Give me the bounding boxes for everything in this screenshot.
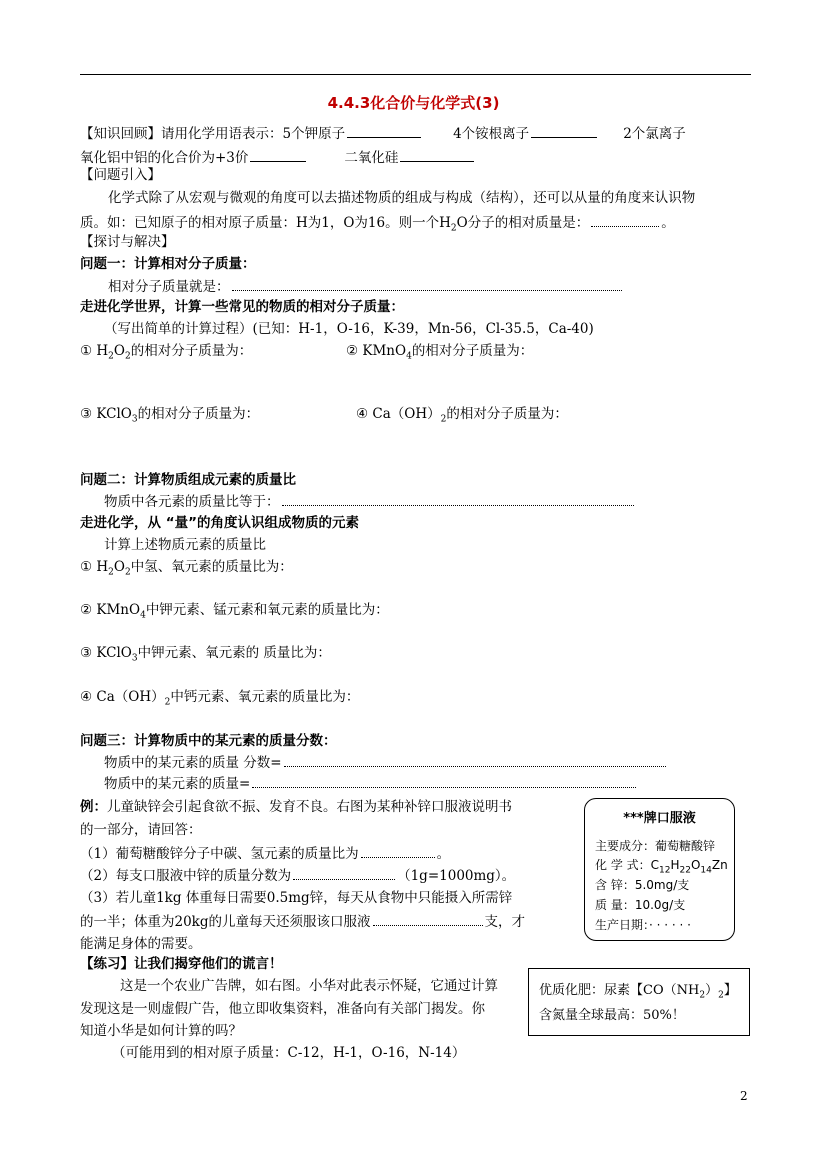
q1-text: 的相对分子质量为： — [130, 343, 253, 359]
label-box-row: 质 量：10.0g/支 — [595, 898, 686, 912]
q1-text: ② KMnO — [346, 343, 407, 359]
q3-line-2 — [104, 774, 638, 793]
q2-text: ② KMnO — [80, 602, 141, 618]
q2-text: O — [113, 559, 125, 575]
q1-line-1 — [108, 277, 624, 296]
answer-blank[interactable] — [284, 753, 666, 767]
example-answer-3b — [80, 912, 525, 931]
label-box-row: 含 锌：5.0mg/支 — [595, 878, 690, 892]
answer-blank[interactable] — [282, 492, 634, 506]
q2-line-1 — [104, 492, 636, 511]
review-text-2: 4个铵根离子 — [453, 126, 530, 142]
subscript: 2 — [164, 697, 171, 708]
q1-text: ④ Ca（OH） — [356, 406, 441, 422]
example-label: 例： — [80, 799, 107, 815]
q1-text: 的相对分子质量为： — [446, 406, 568, 422]
label-box-title: ***牌口服液 — [623, 811, 696, 826]
q2-item-2 — [80, 601, 389, 625]
practice-paragraph-2: 发现这是一则虚假广告，他立即收集资料，准备向有关部门揭发。你 — [80, 1001, 485, 1017]
review-label: 【知识回顾】 — [80, 126, 161, 142]
q2-text: 中钙元素、氧元素的质量比为： — [170, 689, 360, 705]
ad-box-row-2: 含氮量全球最高：50%！ — [539, 1008, 685, 1023]
q2-text: 中氢、氧元素的质量比为： — [130, 559, 293, 575]
q3-title: 问题三：计算物质中的某元素的质量分数： — [80, 733, 337, 749]
q1-title: 问题一：计算相对分子质量： — [80, 256, 256, 272]
subscript: 2 — [450, 223, 457, 234]
review-line-2 — [80, 148, 476, 167]
practice-paragraph-1: 这是一个农业广告牌，如右图。小华对此表示怀疑，它通过计算 — [120, 978, 498, 994]
answer-blank[interactable] — [400, 148, 474, 162]
subscript: 4 — [406, 351, 412, 362]
subscript: 22 — [679, 865, 691, 876]
header-rule — [80, 74, 751, 75]
subscript: 12 — [659, 865, 671, 876]
oral-liquid-label-box — [584, 798, 735, 941]
example-answer-3a: （3）若儿童1kg 体重每日需要0.5mg锌，每天从食物中只能摄入所需锌 — [80, 890, 513, 906]
review-text-4: 氧化铝中铝的化合价为+3价 — [80, 150, 249, 166]
answer-blank[interactable] — [252, 774, 636, 788]
intro-text: O分子的相对质量是： — [456, 215, 590, 231]
label-box-text: 化 学 式：C — [595, 858, 660, 872]
subscript: 2 — [108, 567, 114, 578]
example-text: 。 — [436, 846, 451, 862]
review-text-3: 2个氯离子 — [623, 126, 686, 142]
label-box-row-formula — [595, 856, 728, 875]
q1-item-4 — [356, 405, 568, 429]
explore-label: 【探讨与解决】 — [80, 234, 175, 250]
example-text: 支，才 — [484, 914, 525, 930]
example-answer-1 — [80, 844, 450, 863]
label-box-text: Zn — [711, 858, 728, 872]
q2-text: ① H — [80, 559, 109, 575]
answer-blank[interactable] — [531, 124, 597, 138]
example-answer-2 — [80, 866, 515, 885]
q1-item-3 — [80, 405, 259, 429]
q2-subtitle: 走进化学，从 “量”的角度认识组成物质的元素 — [80, 515, 359, 531]
label-box-text: H — [670, 858, 680, 872]
ad-box-text: ） — [705, 983, 719, 998]
q1-text: ① H — [80, 343, 109, 359]
page-number: 2 — [740, 1089, 748, 1103]
q1-text: 相对分子质量就是： — [108, 279, 230, 295]
q2-title: 问题二：计算物质组成元素的质量比 — [80, 472, 296, 488]
q2-text: ③ KClO — [80, 645, 132, 661]
subscript: 2 — [699, 990, 706, 1001]
example-answer-3c: 能满足身体的需要。 — [80, 936, 202, 952]
subscript: 4 — [140, 610, 146, 621]
subscript: 2 — [124, 567, 131, 578]
subscript: 14 — [700, 865, 712, 876]
q1-hint: （写出简单的计算过程）(已知：H-1，O-16，K-39，Mn-56，Cl-35.5，Ca-40) — [104, 321, 594, 337]
example-text: 儿童缺锌会引起食欲不振、发育不良。右图为某种补锌口服液说明书 — [107, 799, 512, 815]
example-text: （1）葡萄糖酸锌分子中碳、氢元素的质量比为 — [80, 846, 359, 862]
review-line-1 — [80, 124, 686, 143]
subscript: 2 — [440, 414, 447, 425]
answer-blank[interactable] — [232, 277, 622, 291]
label-box-row: 生产日期：· · · · · · — [595, 918, 691, 932]
q1-text: O — [113, 343, 125, 359]
q1-subtitle: 走进化学世界，计算一些常见的物质的相对分子质量： — [80, 299, 404, 315]
practice-title: 【练习】让我们揭穿他们的谎言！ — [80, 956, 283, 972]
q2-text: ④ Ca（OH） — [80, 689, 165, 705]
page-title: 4.4.3化合价与化学式(3) — [327, 94, 500, 112]
example-text: 的一半；体重为20kg的儿童每天还须服该口服液 — [80, 914, 371, 930]
q1-text: 的相对分子质量为： — [411, 343, 534, 359]
subscript: 3 — [131, 653, 138, 664]
q3-text: 物质中的某元素的质量 分数= — [104, 755, 282, 771]
subscript: 3 — [131, 414, 138, 425]
answer-blank[interactable] — [591, 213, 659, 227]
answer-blank[interactable] — [361, 844, 435, 858]
q2-text: 中钾元素、氧元素的 质量比为： — [137, 645, 331, 661]
q2-item-4 — [80, 688, 359, 712]
label-box-row: 主要成分：葡萄糖酸锌 — [595, 839, 716, 853]
intro-label: 【问题引入】 — [80, 167, 161, 183]
answer-blank[interactable] — [293, 866, 395, 880]
ad-box-row-1 — [539, 979, 737, 1001]
answer-blank[interactable] — [373, 912, 483, 926]
practice-paragraph-4: （可能用到的相对原子质量：C-12，H-1，O-16，N-14） — [112, 1045, 466, 1061]
review-text-1: 请用化学用语表示：5个钾原子 — [161, 126, 346, 142]
q2-text: 中钾元素、锰元素和氧元素的质量比为： — [145, 602, 389, 618]
q1-item-2 — [346, 342, 533, 366]
q1-text: ③ KClO — [80, 406, 132, 422]
ad-box-text: 】 — [723, 983, 737, 998]
example-line-1 — [80, 798, 512, 816]
ad-box-text: 优质化肥：尿素【CO（NH — [539, 983, 700, 998]
q2-item-3 — [80, 644, 331, 668]
q3-text: 物质中的某元素的质量= — [104, 776, 251, 792]
intro-paragraph-1: 化学式除了从宏观与微观的角度可以去描述物质的组成与构成（结构），还可以从量的角度来认识物 — [108, 190, 696, 206]
intro-text: 质。如：已知原子的相对原子质量：H为1，O为16。则一个H — [80, 215, 451, 231]
answer-blank[interactable] — [250, 148, 306, 162]
q1-item-1 — [80, 342, 252, 366]
example-line-2: 的一部分，请回答： — [80, 822, 202, 838]
q1-text: 的相对分子质量为： — [137, 406, 260, 422]
example-text: （2）每支口服液中锌的质量分数为 — [80, 868, 292, 884]
subscript: 2 — [108, 351, 114, 362]
practice-paragraph-3: 知道小华是如何计算的吗？ — [80, 1023, 242, 1039]
review-text-5: 二氧化硅 — [344, 150, 399, 166]
answer-blank[interactable] — [347, 124, 421, 138]
subscript: 2 — [124, 351, 131, 362]
label-box-text: O — [690, 858, 701, 872]
q2-item-1 — [80, 558, 293, 582]
example-text: （1g=1000mg）。 — [397, 868, 516, 884]
q2-text: 物质中各元素的质量比等于： — [104, 494, 280, 510]
intro-text: 。 — [661, 215, 675, 231]
fertilizer-ad-box — [528, 968, 750, 1036]
q3-line-1 — [104, 753, 668, 772]
subscript: 2 — [718, 990, 724, 1001]
q2-line-2: 计算上述物质元素的质量比 — [104, 537, 266, 553]
